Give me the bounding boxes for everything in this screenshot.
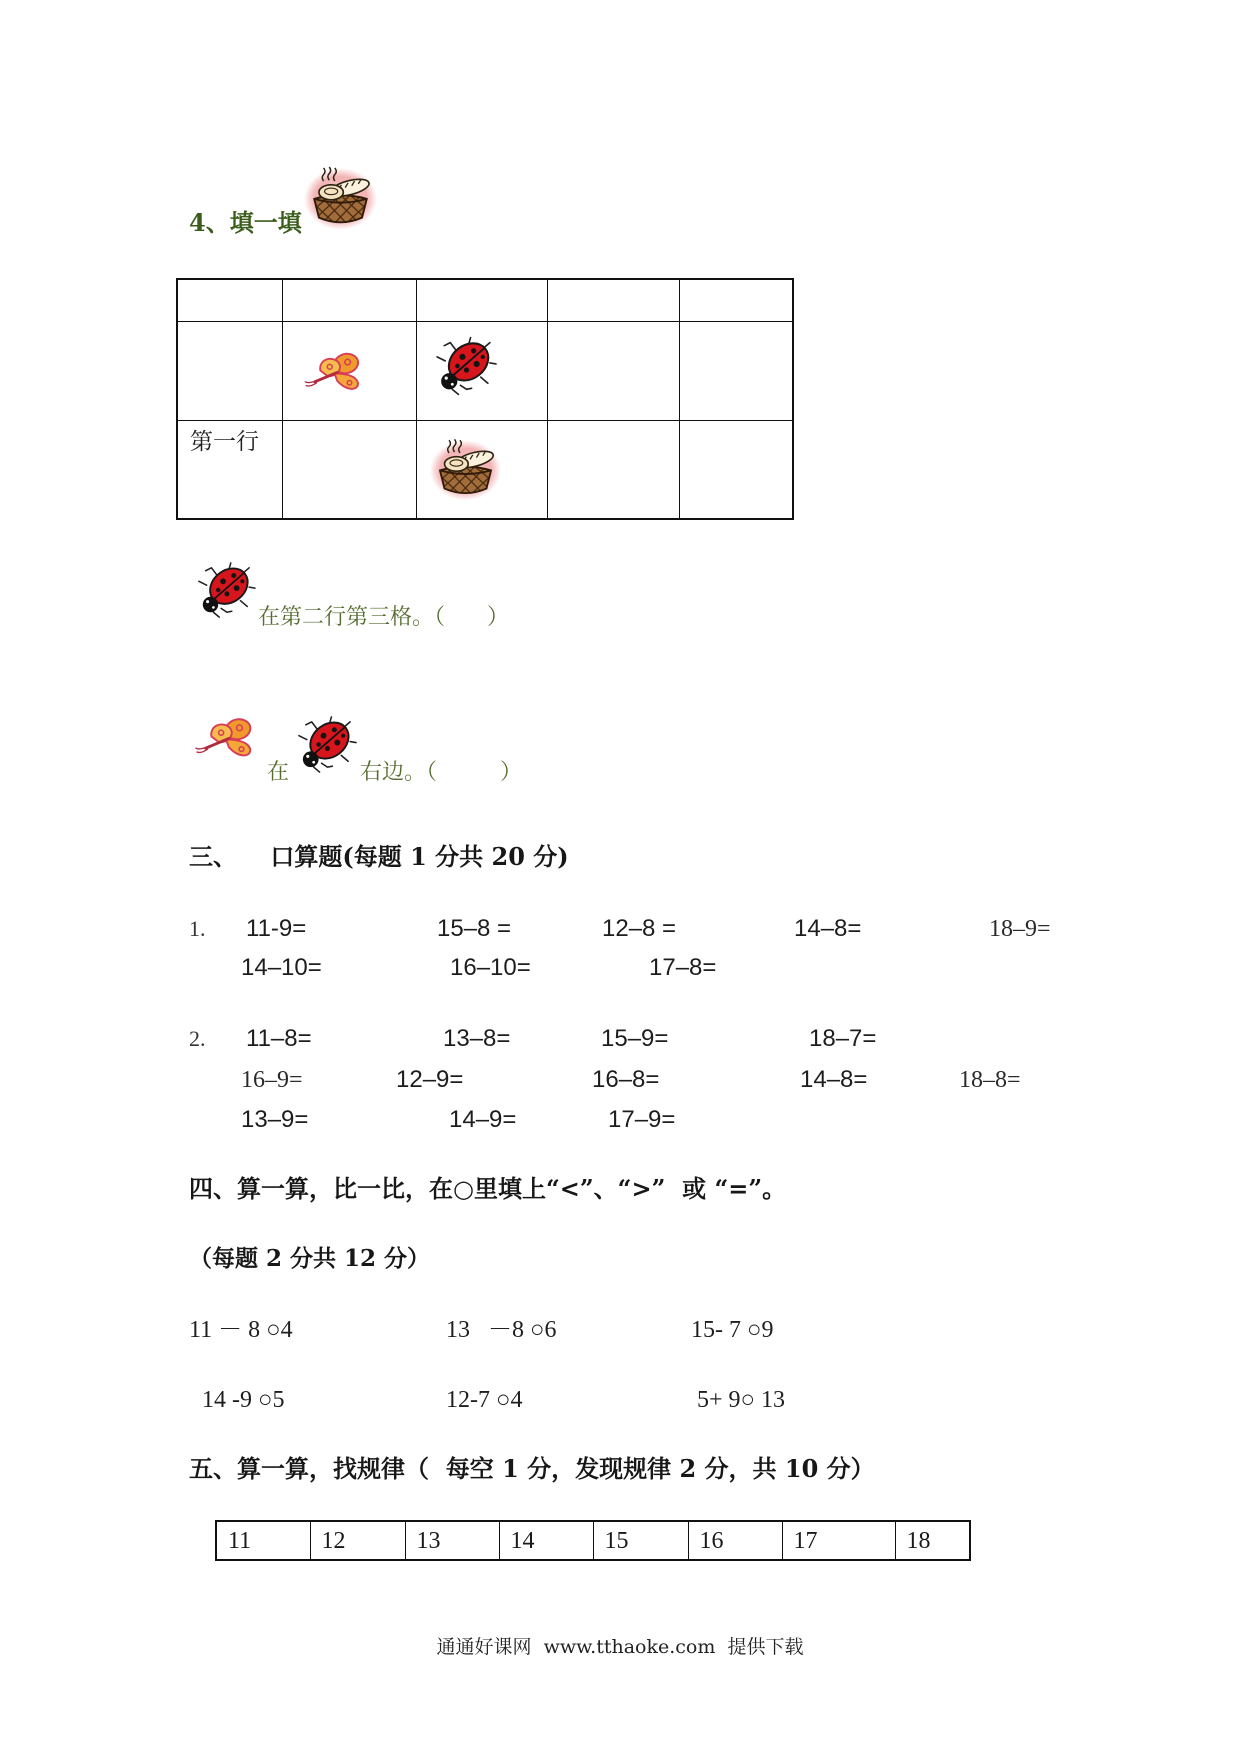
question-2-prefix: 在 — [267, 760, 290, 785]
number-pattern-table — [215, 1520, 971, 1561]
math-item: 17–8= — [649, 954, 717, 981]
math-item: 14–8= — [794, 915, 862, 942]
compare-title: 四、算一算，比一比，在○里填上“<”、“>” 或 “=”。 — [189, 1174, 787, 1203]
math-item: 14–10= — [241, 954, 322, 981]
number-cell: 14 — [499, 1521, 593, 1560]
ladybug-icon — [294, 715, 357, 776]
math-item: 18–8= — [959, 1067, 1021, 1093]
number-cell: 15 — [593, 1521, 688, 1560]
math-item: 16–9= — [241, 1067, 303, 1093]
pattern-title: 五、算一算，找规律（ 每空 1 分，发现规律 2 分，共 10 分） — [189, 1454, 875, 1483]
math-item: 14–8= — [800, 1066, 868, 1093]
math-item: 13–8= — [443, 1025, 511, 1052]
butterfly-icon — [194, 711, 256, 764]
grid-cell — [416, 420, 547, 519]
math-item: 17–9= — [608, 1106, 676, 1133]
compare-item: 11 － 8 ○4 — [189, 1317, 293, 1343]
grid-row-1 — [177, 279, 793, 321]
butterfly-icon — [303, 348, 364, 395]
grid-cell — [547, 420, 679, 519]
math-item: 12–8 = — [602, 915, 677, 942]
number-row — [216, 1521, 970, 1560]
question-1-text: 在第二行第三格。（ ） — [258, 605, 509, 630]
question-2-suffix: 右边。（ ） — [360, 760, 522, 785]
number-cell: 13 — [405, 1521, 499, 1560]
grid-cell — [416, 321, 547, 420]
grid-row-2 — [177, 321, 793, 420]
grid-cell — [282, 279, 416, 321]
number-cell: 18 — [895, 1521, 970, 1560]
basket-icon — [303, 163, 378, 231]
compare-item: 14 -9 ○5 — [202, 1387, 285, 1413]
ladybug-icon — [432, 336, 497, 398]
grid-cell — [177, 420, 282, 519]
math-item: 11-9= — [246, 915, 307, 942]
math-item: 14–9= — [449, 1106, 517, 1133]
compare-item: 15- 7 ○9 — [691, 1317, 774, 1343]
compare-item: 13 －8 ○6 — [446, 1317, 557, 1343]
math-item: 11–8= — [246, 1025, 312, 1052]
grid-cell — [679, 420, 793, 519]
number-cell: 16 — [688, 1521, 782, 1560]
grid-row-3 — [177, 420, 793, 519]
grid-cell — [547, 321, 679, 420]
grid-cell — [282, 321, 416, 420]
ladybug-icon — [194, 562, 256, 620]
math-item: 12–9= — [396, 1066, 464, 1093]
number-cell: 17 — [782, 1521, 895, 1560]
row-label: 第一行 — [190, 428, 259, 455]
basket-icon — [429, 435, 502, 502]
grid-cell — [679, 279, 793, 321]
fill-section-title: 4、填一填 — [189, 208, 302, 237]
math-item: 16–10= — [450, 954, 531, 981]
math-item: 18–7= — [809, 1025, 877, 1052]
grid-cell — [547, 279, 679, 321]
grid-cell — [679, 321, 793, 420]
math-item: 18–9= — [989, 916, 1051, 942]
group-1-label: 1. — [189, 916, 206, 941]
compare-item: 12-7 ○4 — [446, 1387, 523, 1413]
position-grid — [176, 278, 794, 520]
grid-cell — [177, 321, 282, 420]
number-cell: 11 — [216, 1521, 310, 1560]
number-cell: 12 — [310, 1521, 405, 1560]
grid-cell — [282, 420, 416, 519]
mental-math-title: 三、 口算题(每题 1 分共 20 分) — [189, 842, 569, 871]
compare-item: 5+ 9○ 13 — [697, 1387, 786, 1413]
page-footer: 通通好课网 www.tthaoke.com 提供下载 — [436, 1636, 804, 1658]
group-2-label: 2. — [189, 1026, 206, 1051]
math-item: 13–9= — [241, 1106, 309, 1133]
math-item: 15–9= — [601, 1025, 669, 1052]
math-item: 15–8 = — [437, 915, 512, 942]
math-item: 16–8= — [592, 1066, 660, 1093]
compare-subtitle: （每题 2 分共 12 分） — [189, 1245, 431, 1272]
grid-cell — [177, 279, 282, 321]
grid-cell — [416, 279, 547, 321]
